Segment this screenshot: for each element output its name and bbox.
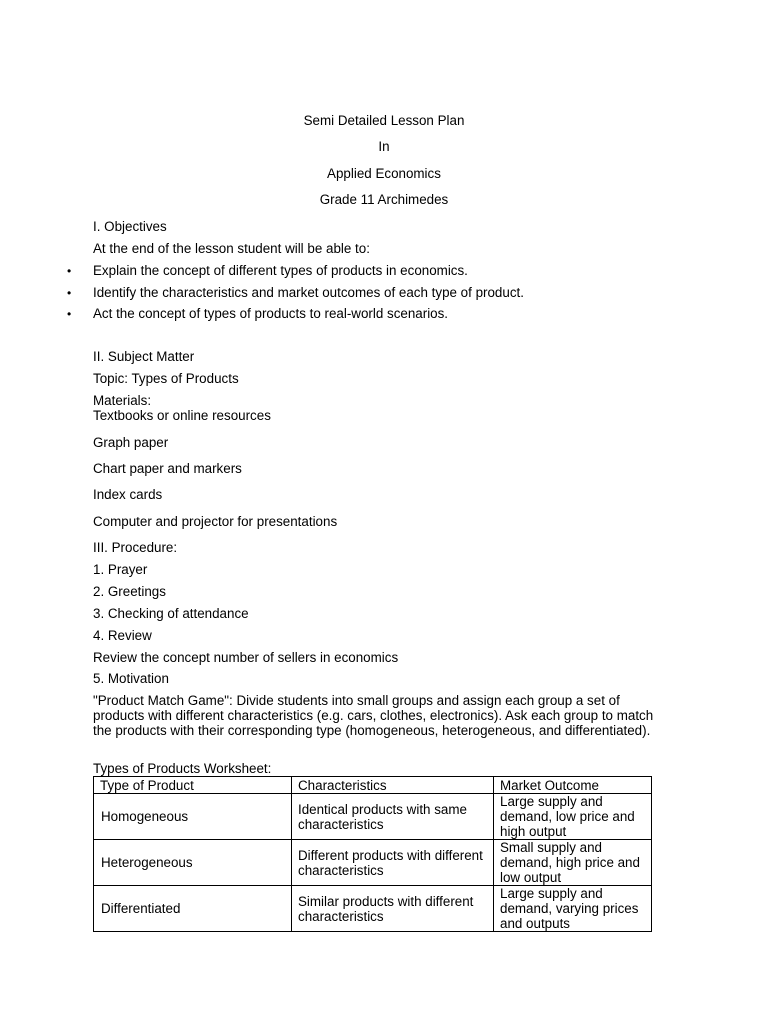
bullet-marker: • [67,264,72,278]
review-text: Review the concept number of sellers in economics [93,650,399,665]
motivation-heading: 5. Motivation [93,671,169,686]
bullet-marker: • [67,286,72,300]
bullet-marker: • [67,307,72,321]
subject-matter-heading: II. Subject Matter [93,349,195,364]
cell-characteristics: Similar products with different characteristics [292,886,494,932]
worksheet-title: Types of Products Worksheet: [93,761,272,776]
objectives-intro: At the end of the lesson student will be able to: [93,241,370,256]
procedure-heading: III. Procedure: [93,540,178,555]
document-in: In [378,139,390,154]
objective-item: Act the concept of types of products to real-world scenarios. [93,306,449,321]
motivation-paragraph: "Product Match Game": Divide students into small groups and assign each group a set of products with different characteristics (e.g. cars, clothes, electronics). Ask each group to match the products with their corresponding type (homogeneous, heterogeneous, and differentiated). [93,693,654,738]
objective-item: Explain the concept of different types of products in economics. [93,263,468,278]
procedure-step: 2. Greetings [93,584,166,599]
procedure-step: 1. Prayer [93,562,148,577]
material-item: Textbooks or online resources [93,408,271,423]
table-row [94,840,652,886]
column-header-characteristics: Characteristics [292,777,494,794]
document-title: Semi Detailed Lesson Plan [303,113,465,128]
cell-type: Homogeneous [94,794,292,840]
materials-label: Materials: [93,393,152,408]
cell-type: Heterogeneous [94,840,292,886]
column-header-market-outcome: Market Outcome [494,777,652,794]
cell-market-outcome: Large supply and demand, varying prices and outputs [494,886,652,932]
cell-characteristics: Identical products with same characteristics [292,794,494,840]
material-item: Chart paper and markers [93,461,242,476]
column-header-type: Type of Product [94,777,292,794]
document-subject: Applied Economics [327,166,441,181]
table-row [94,794,652,840]
material-item: Index cards [93,487,163,502]
material-item: Computer and projector for presentations [93,514,338,529]
table-header-row [94,777,652,794]
objectives-heading: I. Objectives [93,219,167,234]
cell-market-outcome: Large supply and demand, low price and high output [494,794,652,840]
cell-type: Differentiated [94,886,292,932]
cell-characteristics: Different products with different characteristics [292,840,494,886]
topic-line: Topic: Types of Products [93,371,239,386]
material-item: Graph paper [93,435,169,450]
worksheet-table [93,776,652,932]
procedure-step: 4. Review [93,628,152,643]
cell-market-outcome: Small supply and demand, high price and low output [494,840,652,886]
table-row [94,886,652,932]
objective-item: Identify the characteristics and market outcomes of each type of product. [93,285,524,300]
document-grade: Grade 11 Archimedes [319,192,449,207]
procedure-step: 3. Checking of attendance [93,606,249,621]
